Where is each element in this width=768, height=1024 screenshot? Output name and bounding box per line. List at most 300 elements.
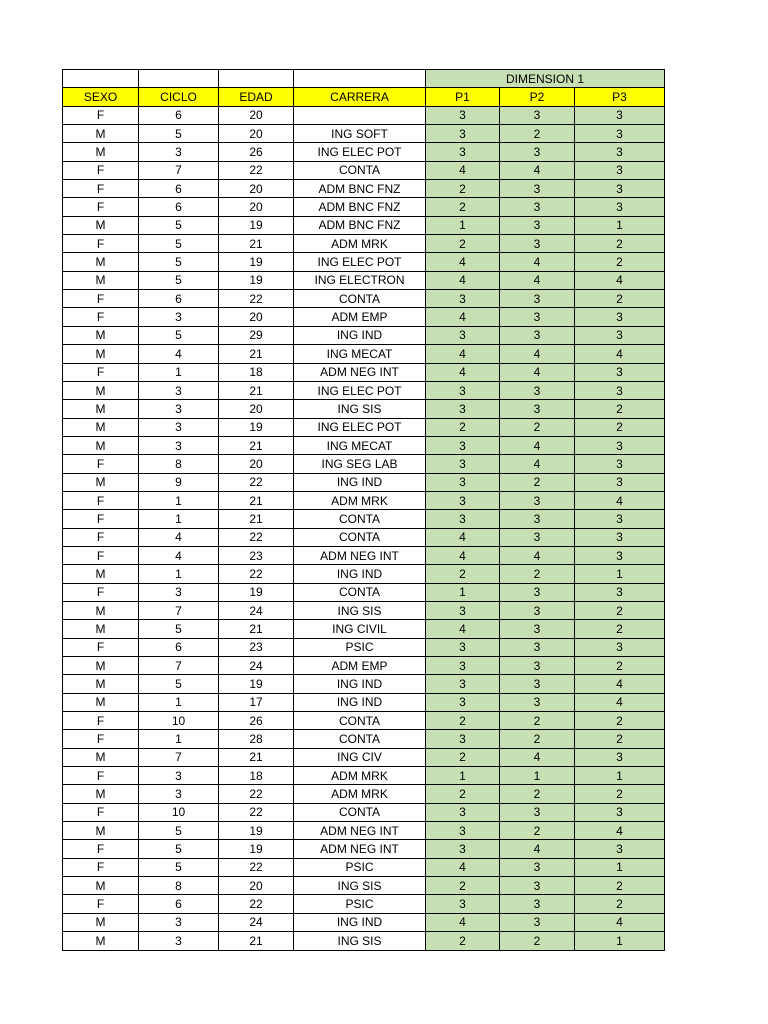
dimension-header-cell[interactable]: DIMENSION 1 xyxy=(426,70,665,88)
carrera-cell[interactable]: ADM NEG INT xyxy=(294,363,426,381)
ciclo-cell[interactable]: 6 xyxy=(139,290,219,308)
edad-cell[interactable]: 20 xyxy=(219,106,294,124)
edad-cell[interactable]: 18 xyxy=(219,363,294,381)
carrera-cell[interactable]: ING SIS xyxy=(294,932,426,950)
p3-cell[interactable]: 3 xyxy=(575,528,665,546)
ciclo-cell[interactable]: 7 xyxy=(139,748,219,766)
p3-cell[interactable]: 2 xyxy=(575,657,665,675)
ciclo-cell[interactable]: 5 xyxy=(139,858,219,876)
p2-cell[interactable]: 1 xyxy=(500,767,575,785)
ciclo-cell[interactable]: 3 xyxy=(139,418,219,436)
ciclo-cell[interactable]: 4 xyxy=(139,345,219,363)
p3-cell[interactable]: 3 xyxy=(575,106,665,124)
p3-cell[interactable]: 2 xyxy=(575,712,665,730)
edad-cell[interactable]: 22 xyxy=(219,161,294,179)
sexo-cell[interactable]: M xyxy=(63,675,139,693)
ciclo-cell[interactable]: 6 xyxy=(139,895,219,913)
p1-cell[interactable]: 4 xyxy=(426,528,500,546)
edad-cell[interactable]: 26 xyxy=(219,712,294,730)
p2-cell[interactable]: 3 xyxy=(500,198,575,216)
p3-cell[interactable]: 4 xyxy=(575,491,665,509)
p1-cell[interactable]: 4 xyxy=(426,913,500,931)
sexo-cell[interactable]: F xyxy=(63,895,139,913)
ciclo-cell[interactable]: 5 xyxy=(139,620,219,638)
carrera-cell[interactable]: PSIC xyxy=(294,895,426,913)
carrera-cell[interactable]: ING MECAT xyxy=(294,345,426,363)
p2-cell[interactable]: 3 xyxy=(500,583,575,601)
carrera-cell[interactable]: CONTA xyxy=(294,712,426,730)
column-header-ciclo[interactable]: CICLO xyxy=(139,88,219,106)
empty-header-cell[interactable] xyxy=(63,70,139,88)
edad-cell[interactable]: 22 xyxy=(219,528,294,546)
sexo-cell[interactable]: F xyxy=(63,106,139,124)
carrera-cell[interactable]: ADM BNC FNZ xyxy=(294,198,426,216)
sexo-cell[interactable]: F xyxy=(63,161,139,179)
sexo-cell[interactable]: M xyxy=(63,601,139,619)
p3-cell[interactable]: 4 xyxy=(575,822,665,840)
edad-cell[interactable]: 18 xyxy=(219,767,294,785)
ciclo-cell[interactable]: 1 xyxy=(139,693,219,711)
edad-cell[interactable]: 20 xyxy=(219,180,294,198)
edad-cell[interactable]: 19 xyxy=(219,583,294,601)
sexo-cell[interactable]: M xyxy=(63,913,139,931)
edad-cell[interactable]: 20 xyxy=(219,308,294,326)
carrera-cell[interactable]: CONTA xyxy=(294,510,426,528)
carrera-cell[interactable]: ING SIS xyxy=(294,601,426,619)
carrera-cell[interactable]: ADM EMP xyxy=(294,308,426,326)
sexo-cell[interactable]: F xyxy=(63,546,139,564)
p1-cell[interactable]: 4 xyxy=(426,858,500,876)
carrera-cell[interactable]: ING SEG LAB xyxy=(294,455,426,473)
p3-cell[interactable]: 4 xyxy=(575,913,665,931)
p1-cell[interactable]: 2 xyxy=(426,785,500,803)
p3-cell[interactable]: 1 xyxy=(575,216,665,234)
ciclo-cell[interactable]: 7 xyxy=(139,601,219,619)
carrera-cell[interactable]: CONTA xyxy=(294,161,426,179)
p3-cell[interactable]: 1 xyxy=(575,565,665,583)
empty-header-cell[interactable] xyxy=(139,70,219,88)
p2-cell[interactable]: 3 xyxy=(500,803,575,821)
p2-cell[interactable]: 4 xyxy=(500,840,575,858)
edad-cell[interactable]: 22 xyxy=(219,858,294,876)
edad-cell[interactable]: 21 xyxy=(219,748,294,766)
p2-cell[interactable]: 4 xyxy=(500,455,575,473)
p1-cell[interactable]: 3 xyxy=(426,491,500,509)
ciclo-cell[interactable]: 3 xyxy=(139,932,219,950)
edad-cell[interactable]: 20 xyxy=(219,400,294,418)
edad-cell[interactable]: 24 xyxy=(219,601,294,619)
sexo-cell[interactable]: M xyxy=(63,693,139,711)
ciclo-cell[interactable]: 4 xyxy=(139,546,219,564)
ciclo-cell[interactable]: 8 xyxy=(139,455,219,473)
p2-cell[interactable]: 3 xyxy=(500,528,575,546)
ciclo-cell[interactable]: 9 xyxy=(139,473,219,491)
edad-cell[interactable]: 22 xyxy=(219,895,294,913)
sexo-cell[interactable]: F xyxy=(63,528,139,546)
ciclo-cell[interactable]: 3 xyxy=(139,436,219,454)
p2-cell[interactable]: 4 xyxy=(500,546,575,564)
p3-cell[interactable]: 3 xyxy=(575,143,665,161)
ciclo-cell[interactable]: 5 xyxy=(139,253,219,271)
p1-cell[interactable]: 4 xyxy=(426,363,500,381)
ciclo-cell[interactable]: 3 xyxy=(139,400,219,418)
edad-cell[interactable]: 21 xyxy=(219,235,294,253)
column-header-p1[interactable]: P1 xyxy=(426,88,500,106)
p3-cell[interactable]: 1 xyxy=(575,767,665,785)
p1-cell[interactable]: 2 xyxy=(426,748,500,766)
carrera-cell[interactable]: CONTA xyxy=(294,583,426,601)
edad-cell[interactable]: 22 xyxy=(219,565,294,583)
edad-cell[interactable]: 17 xyxy=(219,693,294,711)
p2-cell[interactable]: 4 xyxy=(500,436,575,454)
p1-cell[interactable]: 3 xyxy=(426,638,500,656)
carrera-cell[interactable]: ADM NEG INT xyxy=(294,840,426,858)
p2-cell[interactable]: 4 xyxy=(500,748,575,766)
edad-cell[interactable]: 19 xyxy=(219,675,294,693)
p3-cell[interactable]: 3 xyxy=(575,455,665,473)
carrera-cell[interactable]: PSIC xyxy=(294,638,426,656)
edad-cell[interactable]: 23 xyxy=(219,546,294,564)
p3-cell[interactable]: 3 xyxy=(575,326,665,344)
carrera-cell[interactable]: ADM EMP xyxy=(294,657,426,675)
p2-cell[interactable]: 3 xyxy=(500,381,575,399)
ciclo-cell[interactable]: 6 xyxy=(139,180,219,198)
p3-cell[interactable]: 3 xyxy=(575,125,665,143)
sexo-cell[interactable]: F xyxy=(63,198,139,216)
p2-cell[interactable]: 3 xyxy=(500,235,575,253)
ciclo-cell[interactable]: 3 xyxy=(139,785,219,803)
p1-cell[interactable]: 3 xyxy=(426,822,500,840)
p2-cell[interactable]: 3 xyxy=(500,400,575,418)
p1-cell[interactable]: 2 xyxy=(426,180,500,198)
p1-cell[interactable]: 3 xyxy=(426,601,500,619)
sexo-cell[interactable]: M xyxy=(63,253,139,271)
carrera-cell[interactable]: ING IND xyxy=(294,675,426,693)
p1-cell[interactable]: 2 xyxy=(426,565,500,583)
ciclo-cell[interactable]: 6 xyxy=(139,638,219,656)
sexo-cell[interactable]: F xyxy=(63,638,139,656)
p2-cell[interactable]: 2 xyxy=(500,932,575,950)
carrera-cell[interactable]: CONTA xyxy=(294,528,426,546)
p1-cell[interactable]: 2 xyxy=(426,932,500,950)
p1-cell[interactable]: 3 xyxy=(426,675,500,693)
p2-cell[interactable]: 3 xyxy=(500,290,575,308)
p2-cell[interactable]: 2 xyxy=(500,822,575,840)
p1-cell[interactable]: 3 xyxy=(426,436,500,454)
sexo-cell[interactable]: F xyxy=(63,840,139,858)
ciclo-cell[interactable]: 10 xyxy=(139,803,219,821)
sexo-cell[interactable]: F xyxy=(63,510,139,528)
edad-cell[interactable]: 20 xyxy=(219,125,294,143)
p3-cell[interactable]: 1 xyxy=(575,932,665,950)
p3-cell[interactable]: 3 xyxy=(575,748,665,766)
sexo-cell[interactable]: F xyxy=(63,235,139,253)
carrera-cell[interactable]: ADM BNC FNZ xyxy=(294,216,426,234)
sexo-cell[interactable]: M xyxy=(63,565,139,583)
carrera-cell[interactable]: ING CIV xyxy=(294,748,426,766)
edad-cell[interactable]: 22 xyxy=(219,290,294,308)
carrera-cell[interactable]: ING ELECTRON xyxy=(294,271,426,289)
ciclo-cell[interactable]: 5 xyxy=(139,235,219,253)
edad-cell[interactable]: 19 xyxy=(219,822,294,840)
p2-cell[interactable]: 2 xyxy=(500,125,575,143)
sexo-cell[interactable]: M xyxy=(63,822,139,840)
p1-cell[interactable]: 3 xyxy=(426,510,500,528)
p2-cell[interactable]: 2 xyxy=(500,785,575,803)
p1-cell[interactable]: 2 xyxy=(426,712,500,730)
column-header-p2[interactable]: P2 xyxy=(500,88,575,106)
carrera-cell[interactable]: ING ELEC POT xyxy=(294,253,426,271)
p2-cell[interactable]: 3 xyxy=(500,638,575,656)
edad-cell[interactable]: 22 xyxy=(219,785,294,803)
sexo-cell[interactable]: M xyxy=(63,436,139,454)
sexo-cell[interactable]: M xyxy=(63,877,139,895)
ciclo-cell[interactable]: 1 xyxy=(139,363,219,381)
carrera-cell[interactable]: ING IND xyxy=(294,473,426,491)
carrera-cell[interactable]: ING MECAT xyxy=(294,436,426,454)
p3-cell[interactable]: 4 xyxy=(575,345,665,363)
carrera-cell[interactable]: ADM MRK xyxy=(294,491,426,509)
ciclo-cell[interactable]: 3 xyxy=(139,308,219,326)
p1-cell[interactable]: 2 xyxy=(426,198,500,216)
p1-cell[interactable]: 3 xyxy=(426,125,500,143)
edad-cell[interactable]: 21 xyxy=(219,510,294,528)
p2-cell[interactable]: 3 xyxy=(500,877,575,895)
ciclo-cell[interactable]: 1 xyxy=(139,491,219,509)
edad-cell[interactable]: 20 xyxy=(219,877,294,895)
sexo-cell[interactable]: F xyxy=(63,455,139,473)
sexo-cell[interactable]: F xyxy=(63,491,139,509)
carrera-cell[interactable]: ADM BNC FNZ xyxy=(294,180,426,198)
ciclo-cell[interactable]: 6 xyxy=(139,106,219,124)
p3-cell[interactable]: 2 xyxy=(575,601,665,619)
p2-cell[interactable]: 4 xyxy=(500,363,575,381)
sexo-cell[interactable]: F xyxy=(63,730,139,748)
p3-cell[interactable]: 3 xyxy=(575,180,665,198)
p2-cell[interactable]: 2 xyxy=(500,473,575,491)
p2-cell[interactable]: 3 xyxy=(500,106,575,124)
sexo-cell[interactable]: M xyxy=(63,381,139,399)
ciclo-cell[interactable]: 5 xyxy=(139,840,219,858)
p1-cell[interactable]: 3 xyxy=(426,657,500,675)
p2-cell[interactable]: 3 xyxy=(500,180,575,198)
ciclo-cell[interactable]: 5 xyxy=(139,125,219,143)
p3-cell[interactable]: 3 xyxy=(575,363,665,381)
ciclo-cell[interactable]: 8 xyxy=(139,877,219,895)
sexo-cell[interactable]: M xyxy=(63,400,139,418)
ciclo-cell[interactable]: 4 xyxy=(139,528,219,546)
carrera-cell[interactable]: ING IND xyxy=(294,693,426,711)
sexo-cell[interactable]: F xyxy=(63,308,139,326)
edad-cell[interactable]: 26 xyxy=(219,143,294,161)
p3-cell[interactable]: 3 xyxy=(575,308,665,326)
sexo-cell[interactable]: M xyxy=(63,657,139,675)
p1-cell[interactable]: 3 xyxy=(426,143,500,161)
column-header-p3[interactable]: P3 xyxy=(575,88,665,106)
carrera-cell[interactable]: CONTA xyxy=(294,290,426,308)
ciclo-cell[interactable]: 5 xyxy=(139,271,219,289)
p1-cell[interactable]: 4 xyxy=(426,271,500,289)
edad-cell[interactable]: 19 xyxy=(219,840,294,858)
p1-cell[interactable]: 1 xyxy=(426,583,500,601)
sexo-cell[interactable]: M xyxy=(63,143,139,161)
carrera-cell[interactable]: CONTA xyxy=(294,803,426,821)
p3-cell[interactable]: 3 xyxy=(575,161,665,179)
p2-cell[interactable]: 3 xyxy=(500,693,575,711)
p3-cell[interactable]: 2 xyxy=(575,620,665,638)
sexo-cell[interactable]: M xyxy=(63,418,139,436)
p1-cell[interactable]: 4 xyxy=(426,345,500,363)
sexo-cell[interactable]: F xyxy=(63,290,139,308)
p2-cell[interactable]: 4 xyxy=(500,253,575,271)
p1-cell[interactable]: 4 xyxy=(426,308,500,326)
p1-cell[interactable]: 4 xyxy=(426,620,500,638)
ciclo-cell[interactable]: 3 xyxy=(139,381,219,399)
sexo-cell[interactable]: F xyxy=(63,180,139,198)
ciclo-cell[interactable]: 1 xyxy=(139,730,219,748)
edad-cell[interactable]: 21 xyxy=(219,345,294,363)
carrera-cell[interactable]: ING ELEC POT xyxy=(294,143,426,161)
sexo-cell[interactable]: F xyxy=(63,363,139,381)
edad-cell[interactable]: 21 xyxy=(219,932,294,950)
p2-cell[interactable]: 3 xyxy=(500,858,575,876)
carrera-cell[interactable] xyxy=(294,106,426,124)
p3-cell[interactable]: 1 xyxy=(575,858,665,876)
p2-cell[interactable]: 3 xyxy=(500,308,575,326)
sexo-cell[interactable]: M xyxy=(63,620,139,638)
edad-cell[interactable]: 21 xyxy=(219,436,294,454)
p3-cell[interactable]: 3 xyxy=(575,198,665,216)
p3-cell[interactable]: 3 xyxy=(575,381,665,399)
sexo-cell[interactable]: M xyxy=(63,326,139,344)
sexo-cell[interactable]: F xyxy=(63,712,139,730)
carrera-cell[interactable]: ADM MRK xyxy=(294,767,426,785)
p3-cell[interactable]: 2 xyxy=(575,730,665,748)
p3-cell[interactable]: 2 xyxy=(575,253,665,271)
edad-cell[interactable]: 20 xyxy=(219,455,294,473)
p1-cell[interactable]: 3 xyxy=(426,455,500,473)
sexo-cell[interactable]: M xyxy=(63,125,139,143)
p1-cell[interactable]: 3 xyxy=(426,106,500,124)
ciclo-cell[interactable]: 7 xyxy=(139,657,219,675)
p2-cell[interactable]: 2 xyxy=(500,418,575,436)
edad-cell[interactable]: 19 xyxy=(219,418,294,436)
edad-cell[interactable]: 21 xyxy=(219,620,294,638)
sexo-cell[interactable]: F xyxy=(63,583,139,601)
column-header-carrera[interactable]: CARRERA xyxy=(294,88,426,106)
empty-header-cell[interactable] xyxy=(294,70,426,88)
carrera-cell[interactable]: ADM MRK xyxy=(294,785,426,803)
p3-cell[interactable]: 3 xyxy=(575,803,665,821)
edad-cell[interactable]: 29 xyxy=(219,326,294,344)
sexo-cell[interactable]: M xyxy=(63,216,139,234)
p1-cell[interactable]: 3 xyxy=(426,400,500,418)
ciclo-cell[interactable]: 3 xyxy=(139,143,219,161)
ciclo-cell[interactable]: 1 xyxy=(139,510,219,528)
edad-cell[interactable]: 24 xyxy=(219,913,294,931)
p2-cell[interactable]: 3 xyxy=(500,216,575,234)
p2-cell[interactable]: 3 xyxy=(500,510,575,528)
carrera-cell[interactable]: PSIC xyxy=(294,858,426,876)
p3-cell[interactable]: 3 xyxy=(575,510,665,528)
ciclo-cell[interactable]: 3 xyxy=(139,913,219,931)
ciclo-cell[interactable]: 5 xyxy=(139,822,219,840)
p1-cell[interactable]: 3 xyxy=(426,693,500,711)
p1-cell[interactable]: 1 xyxy=(426,216,500,234)
carrera-cell[interactable]: ING IND xyxy=(294,326,426,344)
p3-cell[interactable]: 3 xyxy=(575,840,665,858)
empty-header-cell[interactable] xyxy=(219,70,294,88)
sexo-cell[interactable]: M xyxy=(63,748,139,766)
p2-cell[interactable]: 3 xyxy=(500,895,575,913)
p3-cell[interactable]: 3 xyxy=(575,583,665,601)
ciclo-cell[interactable]: 3 xyxy=(139,767,219,785)
p2-cell[interactable]: 2 xyxy=(500,565,575,583)
carrera-cell[interactable]: ING SIS xyxy=(294,400,426,418)
edad-cell[interactable]: 24 xyxy=(219,657,294,675)
p3-cell[interactable]: 2 xyxy=(575,400,665,418)
p3-cell[interactable]: 2 xyxy=(575,235,665,253)
p2-cell[interactable]: 4 xyxy=(500,161,575,179)
sexo-cell[interactable]: M xyxy=(63,345,139,363)
carrera-cell[interactable]: CONTA xyxy=(294,730,426,748)
edad-cell[interactable]: 19 xyxy=(219,271,294,289)
carrera-cell[interactable]: ING ELEC POT xyxy=(294,381,426,399)
sexo-cell[interactable]: M xyxy=(63,785,139,803)
ciclo-cell[interactable]: 1 xyxy=(139,565,219,583)
p1-cell[interactable]: 3 xyxy=(426,895,500,913)
carrera-cell[interactable]: ING SIS xyxy=(294,877,426,895)
edad-cell[interactable]: 21 xyxy=(219,491,294,509)
p3-cell[interactable]: 4 xyxy=(575,271,665,289)
p2-cell[interactable]: 3 xyxy=(500,326,575,344)
p1-cell[interactable]: 3 xyxy=(426,730,500,748)
p2-cell[interactable]: 3 xyxy=(500,620,575,638)
edad-cell[interactable]: 19 xyxy=(219,216,294,234)
p2-cell[interactable]: 3 xyxy=(500,675,575,693)
p1-cell[interactable]: 4 xyxy=(426,546,500,564)
sexo-cell[interactable]: M xyxy=(63,473,139,491)
ciclo-cell[interactable]: 5 xyxy=(139,216,219,234)
sexo-cell[interactable]: F xyxy=(63,767,139,785)
p3-cell[interactable]: 3 xyxy=(575,436,665,454)
ciclo-cell[interactable]: 5 xyxy=(139,675,219,693)
p3-cell[interactable]: 3 xyxy=(575,638,665,656)
sexo-cell[interactable]: F xyxy=(63,803,139,821)
ciclo-cell[interactable]: 10 xyxy=(139,712,219,730)
p3-cell[interactable]: 4 xyxy=(575,693,665,711)
carrera-cell[interactable]: ING CIVIL xyxy=(294,620,426,638)
p2-cell[interactable]: 4 xyxy=(500,271,575,289)
carrera-cell[interactable]: ADM NEG INT xyxy=(294,822,426,840)
p1-cell[interactable]: 1 xyxy=(426,767,500,785)
carrera-cell[interactable]: ING IND xyxy=(294,913,426,931)
edad-cell[interactable]: 21 xyxy=(219,381,294,399)
p2-cell[interactable]: 3 xyxy=(500,657,575,675)
sexo-cell[interactable]: M xyxy=(63,271,139,289)
ciclo-cell[interactable]: 6 xyxy=(139,198,219,216)
p3-cell[interactable]: 3 xyxy=(575,473,665,491)
p2-cell[interactable]: 3 xyxy=(500,913,575,931)
p1-cell[interactable]: 2 xyxy=(426,877,500,895)
carrera-cell[interactable]: ADM NEG INT xyxy=(294,546,426,564)
p2-cell[interactable]: 3 xyxy=(500,601,575,619)
carrera-cell[interactable]: ADM MRK xyxy=(294,235,426,253)
p3-cell[interactable]: 2 xyxy=(575,895,665,913)
p1-cell[interactable]: 2 xyxy=(426,235,500,253)
p2-cell[interactable]: 3 xyxy=(500,143,575,161)
p1-cell[interactable]: 2 xyxy=(426,418,500,436)
